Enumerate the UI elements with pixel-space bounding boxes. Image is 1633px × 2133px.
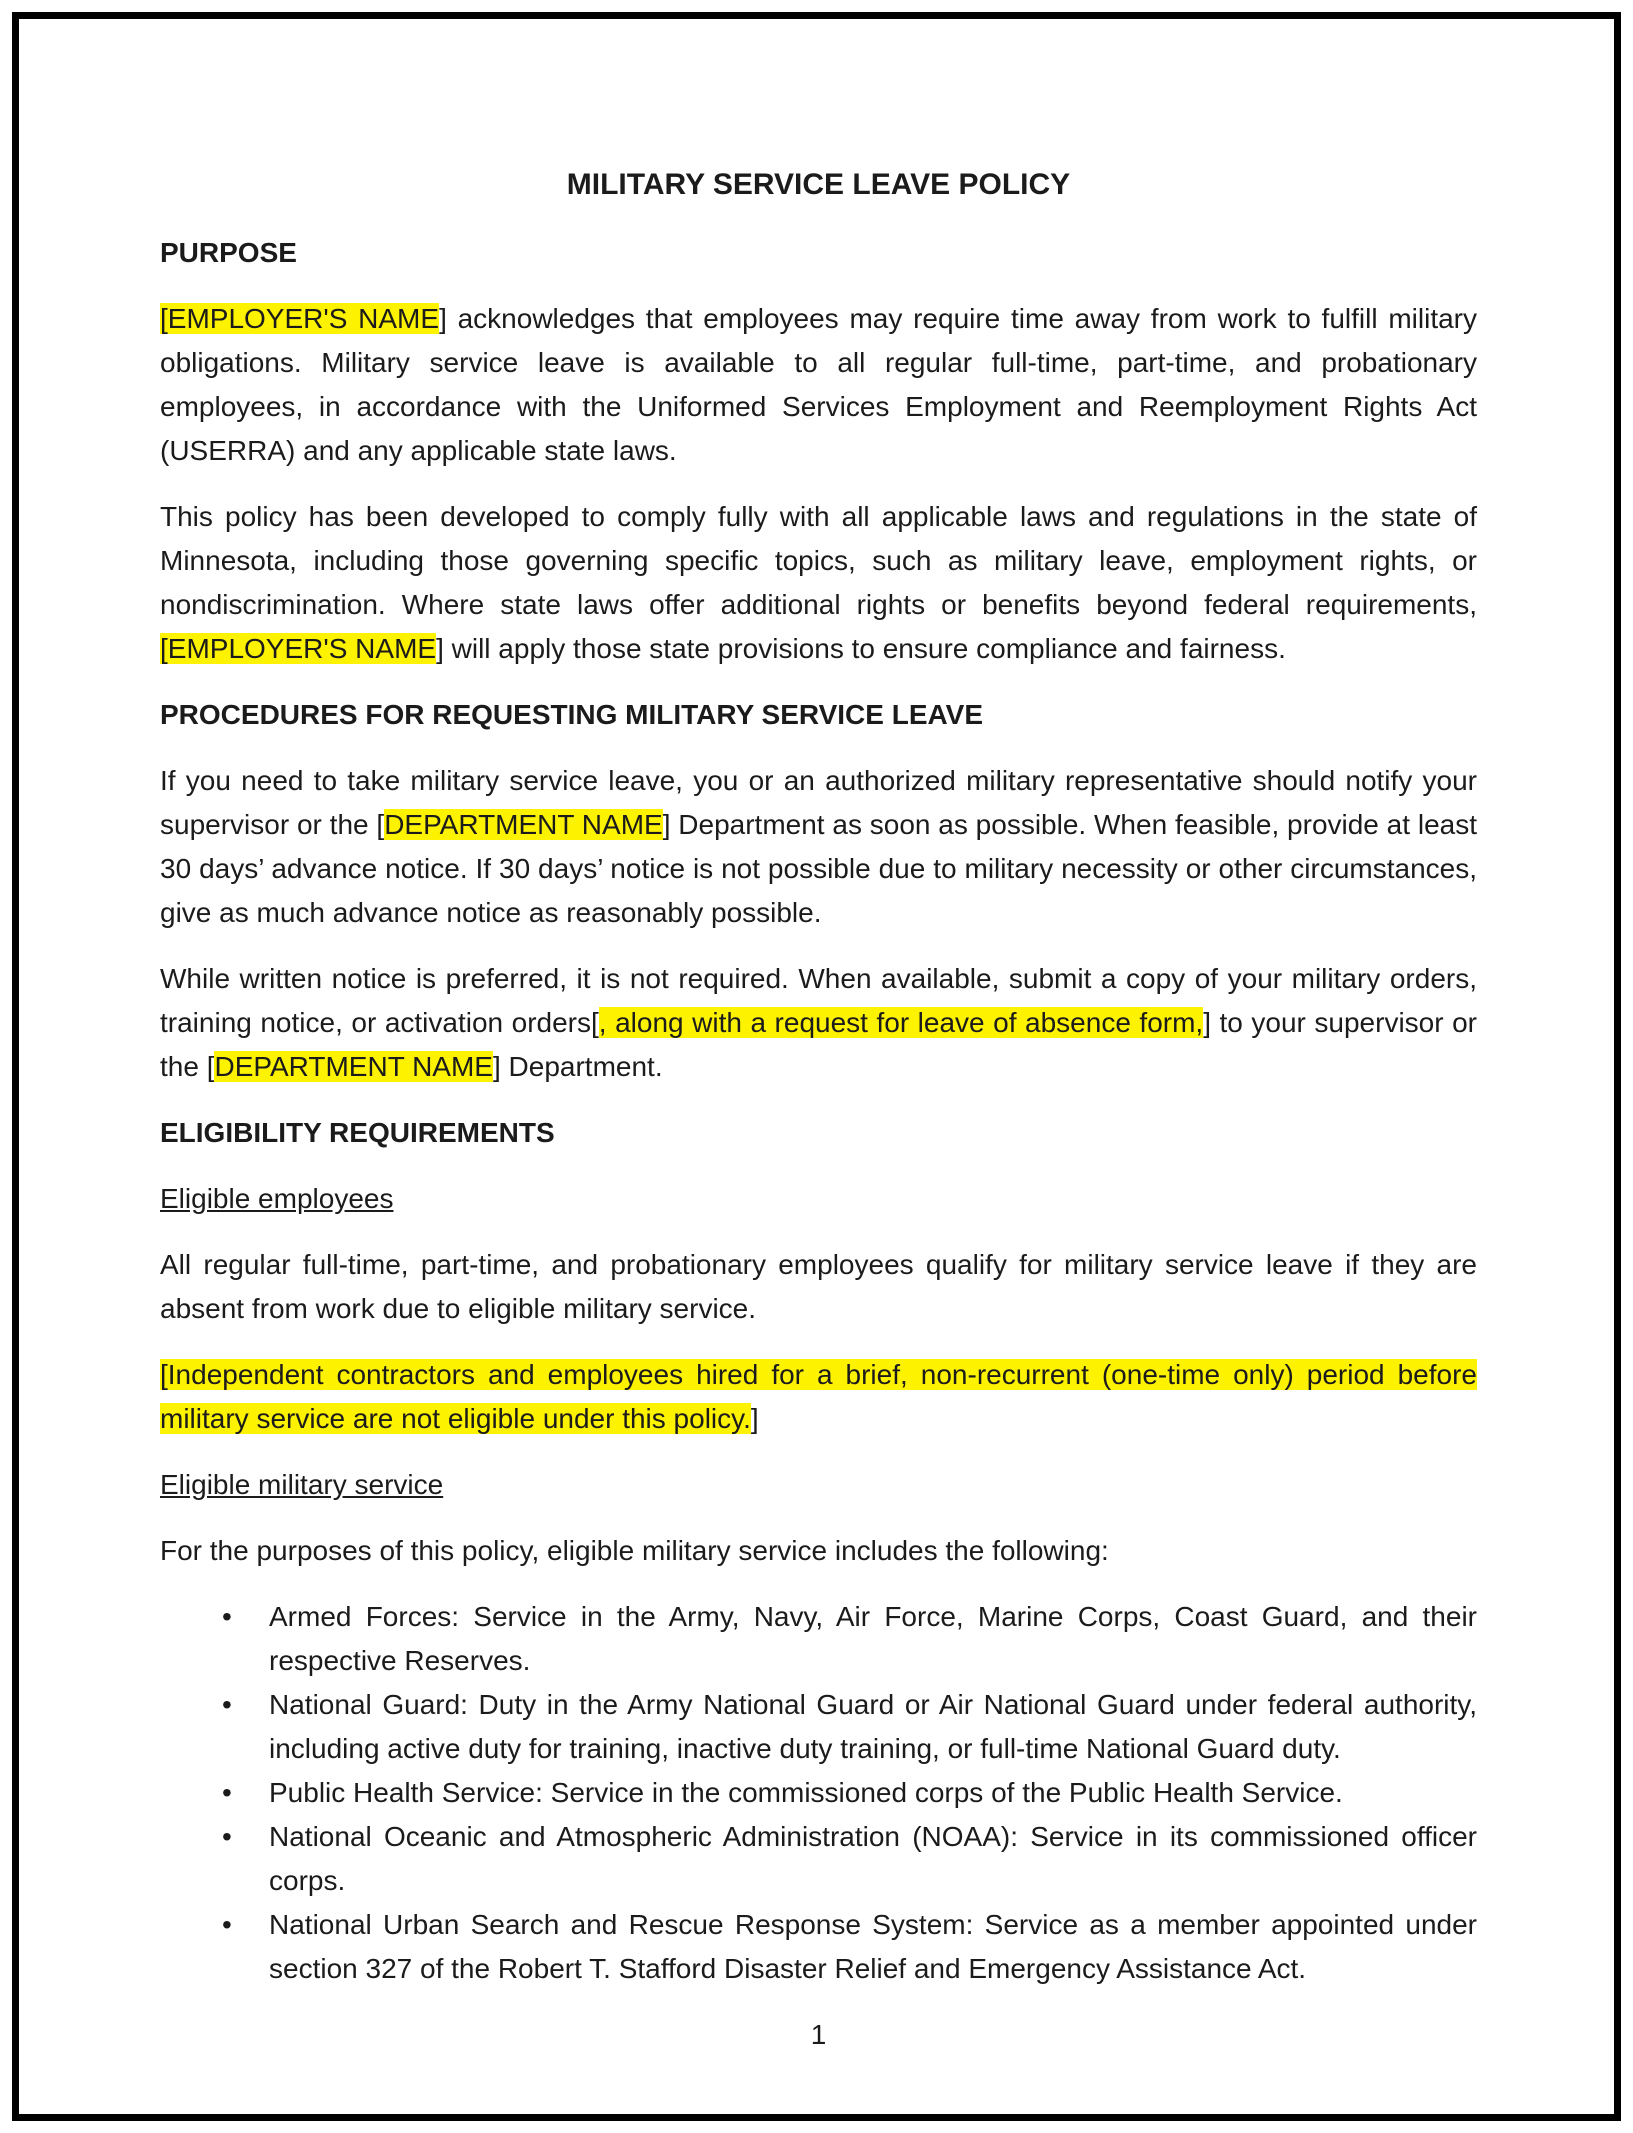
highlighted-optional-clause: , along with a request for leave of absence form, — [598, 1007, 1204, 1038]
document-content — [19, 19, 1614, 2057]
text-run: ] will apply those state provisions to ensure compliance and fairness. — [436, 633, 1286, 664]
section-heading-eligibility: ELIGIBILITY REQUIREMENTS — [160, 1117, 555, 1148]
highlighted-exclusion-clause: [Independent contractors and employees hired for a brief, non-recurrent (one-time only) period before military service are not eligible under this policy. — [160, 1359, 1477, 1434]
text-run: ] Department. — [492, 1051, 663, 1082]
placeholder-employers-name: [EMPLOYER'S NAME — [160, 303, 440, 334]
eligible-service-list — [160, 1595, 1477, 1991]
paragraph — [160, 759, 1477, 935]
text-run: All regular full-time, part-time, and probationary employees qualify for military service leave if they are absent from work due to eligible military service. — [160, 1249, 1477, 1324]
list-item: • Public Health Service: Service in the commissioned corps of the Public Health Service. — [160, 1771, 1477, 1815]
text-run: While written notice is preferred, it is not required. When available, submit a copy of your military orders, training notice, or activation orders[ — [160, 963, 1477, 1038]
placeholder-department-name: DEPARTMENT NAME — [214, 1051, 493, 1082]
paragraph — [160, 1243, 1477, 1331]
document-page — [19, 19, 1614, 2114]
paragraph — [160, 957, 1477, 1089]
placeholder-department-name: DEPARTMENT NAME — [384, 809, 663, 840]
text-run: ] — [750, 1403, 759, 1434]
section-heading-procedures: PROCEDURES FOR REQUESTING MILITARY SERVICE LEAVE — [160, 699, 983, 730]
subheading-eligible-employees: Eligible employees — [160, 1183, 394, 1214]
section-heading-purpose: PURPOSE — [160, 237, 297, 268]
paragraph — [160, 297, 1477, 473]
text-run: This policy has been developed to comply fully with all applicable laws and regulations in the state of Minnesota, including those governing specific topics, such as military leave, employment rights, or nondiscrimination. Where state laws offer additional rights or benefits beyond federal requirements, — [160, 501, 1477, 620]
subheading-eligible-military-service: Eligible military service — [160, 1469, 444, 1500]
list-item: • National Oceanic and Atmospheric Administration (NOAA): Service in its commissioned officer corps. — [160, 1815, 1477, 1903]
text-run: ] to your supervisor or the [ — [160, 1007, 1477, 1082]
list-item: • Armed Forces: Service in the Army, Navy, Air Force, Marine Corps, Coast Guard, and their respective Reserves. — [160, 1595, 1477, 1683]
text-run: ] acknowledges that employees may require time away from work to fulfill military obligations. Military service leave is available to all regular full-time, part-time, and probationary employees, in accordance with the Uniformed Services Employment and Reemployment Rights Act (USERRA) and any applicable state laws. — [160, 303, 1477, 466]
paragraph — [160, 495, 1477, 671]
page-number: 1 — [810, 2019, 827, 2050]
document-title: MILITARY SERVICE LEAVE POLICY — [566, 168, 1071, 201]
list-item: • National Urban Search and Rescue Response System: Service as a member appointed under section 327 of the Robert T. Stafford Disaster Relief and Emergency Assistance Act. — [160, 1903, 1477, 1991]
text-run: ] Department as soon as possible. When feasible, provide at least 30 days’ advance notice. If 30 days’ notice is not possible due to military necessity or other circumstances, give as much advance notice as reasonably possible. — [160, 809, 1477, 928]
list-item: • National Guard: Duty in the Army National Guard or Air National Guard under federal authority, including active duty for training, inactive duty training, or full-time National Guard duty. — [160, 1683, 1477, 1771]
paragraph — [160, 1353, 1477, 1441]
placeholder-employers-name: [EMPLOYER'S NAME — [160, 633, 437, 664]
text-run: If you need to take military service leave, you or an authorized military representative should notify your supervisor or the [ — [160, 765, 1477, 840]
paragraph: For the purposes of this policy, eligible military service includes the following: — [160, 1535, 1109, 1566]
